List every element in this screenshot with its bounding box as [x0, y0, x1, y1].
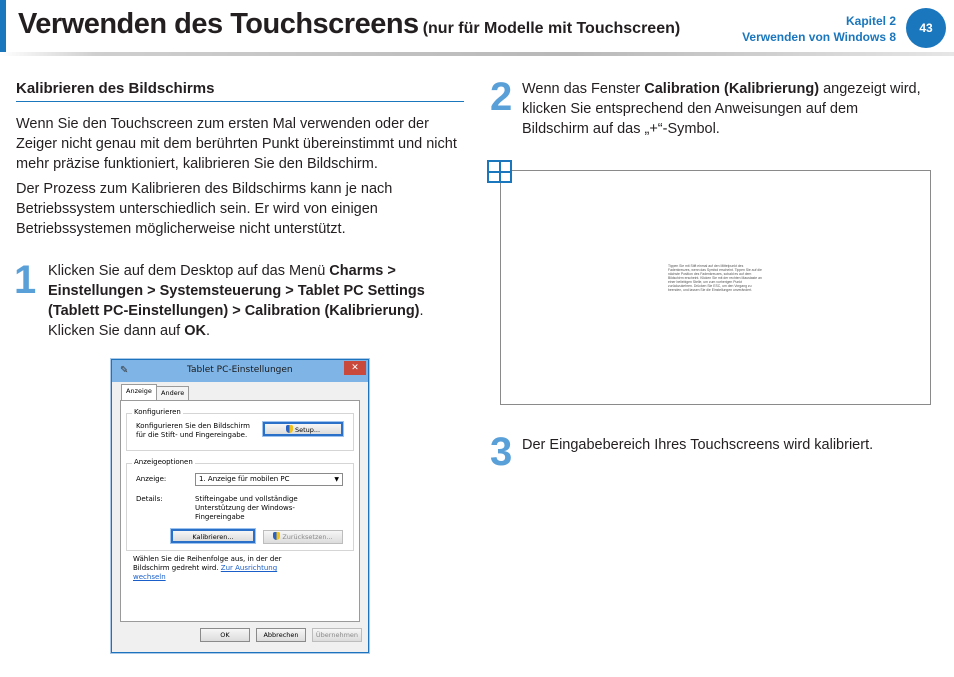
chapter-label: Kapitel 2 — [845, 14, 896, 28]
header-divider — [0, 52, 954, 56]
step-1-menu-path: Charms > Einstellungen > Systemsteuerung > Tablet PC Settings (Tablett PC-Einstellungen) > Calibration (Kalibrierung) — [48, 263, 425, 319]
ok-button[interactable]: OK — [200, 628, 250, 642]
apply-button[interactable]: Übernehmen — [312, 628, 362, 642]
orientation-link[interactable]: Zur Ausrichtung wechseln — [133, 564, 278, 581]
shield-icon — [273, 532, 280, 540]
orientation-text-body: Wählen Sie die Reihenfolge aus, in der der Bildschirm gedreht wird. — [133, 555, 282, 572]
section-heading: Kalibrieren des Bildschirms — [16, 80, 215, 97]
details-label: Details: — [136, 495, 163, 503]
step-2-text-a: Wenn das Fenster — [522, 81, 645, 97]
page-title — [18, 8, 680, 41]
page-number-badge: 43 — [906, 8, 946, 48]
step-3-text: Der Eingabebereich Ihres Touchscreens wird kalibriert. — [522, 437, 874, 453]
step-1-number: 1 — [14, 258, 37, 302]
section-divider — [16, 101, 464, 102]
orientation-text — [133, 555, 303, 582]
setup-button[interactable] — [263, 422, 343, 436]
pen-icon: ✎ — [120, 365, 129, 376]
shield-icon — [286, 425, 293, 433]
display-select[interactable] — [195, 473, 343, 486]
reset-button-label: Zurücksetzen... — [282, 533, 333, 541]
step-3-number: 3 — [490, 430, 513, 474]
configure-text: Konfigurieren Sie den Bildschirm für die Stift- und Fingereingabe. — [136, 422, 250, 439]
setup-button-label: Setup... — [294, 426, 321, 434]
tab-andere[interactable]: Andere — [156, 386, 189, 400]
crosshair-plus-icon[interactable] — [487, 160, 512, 183]
page-subtitle: (nur für Modelle mit Touchscreen) — [422, 20, 681, 37]
step-2-text — [522, 79, 926, 139]
step-2-number: 2 — [490, 75, 513, 119]
tablet-pc-settings-dialog — [111, 359, 369, 653]
intro-paragraph: Wenn Sie den Touchscreen zum ersten Mal verwenden oder der Zeiger nicht genau mit dem berührten Punkt übereinstimmt und nicht mehr präzise funktioniert, kalibrieren Sie den Bildschirm. — [16, 116, 457, 172]
step-1-ok: OK — [184, 323, 206, 339]
dialog-titlebar — [112, 360, 368, 382]
tab-anzeige[interactable]: Anzeige — [121, 384, 157, 400]
step-2-window-name: Calibration (Kalibrierung) — [644, 81, 820, 97]
display-options-group-label: Anzeigeoptionen — [134, 458, 193, 466]
step-1-text-e: . — [205, 323, 211, 339]
page-header — [0, 0, 954, 58]
step-1-text — [48, 261, 458, 341]
page-title-text: Verwenden des Touchscreens — [18, 8, 419, 40]
reset-button[interactable] — [263, 530, 343, 544]
step-1-text-c: . Klicken Sie dann auf — [48, 303, 424, 339]
calibrate-button[interactable]: Kalibrieren... — [171, 529, 255, 543]
step-2-text-c: angezeigt wird, klicken Sie entsprechend den Anweisungen auf dem Bildschirm auf das „+“-Symbol. — [522, 81, 921, 137]
os-note-paragraph: Der Prozess zum Kalibrieren des Bildschirms kann je nach Betriebssystem unterschiedlich sein. Er wird von einigen Betriebssystemen möglicherweise nicht unterstützt. — [16, 181, 393, 237]
cancel-button[interactable]: Abbrechen — [256, 628, 306, 642]
details-value: Stifteingabe und vollständige Unterstützung der Windows-Fingereingabe — [195, 495, 298, 521]
configure-group-label: Konfigurieren — [134, 408, 181, 416]
dialog-close-button[interactable]: ✕ — [344, 361, 366, 375]
chapter-info — [742, 13, 896, 45]
display-select-value: 1. Anzeige für mobilen PC — [199, 475, 290, 483]
display-label: Anzeige: — [136, 475, 167, 483]
chevron-down-icon: ▼ — [334, 476, 339, 483]
dialog-tab-panel — [120, 400, 360, 622]
dialog-title: Tablet PC-Einstellungen — [187, 365, 293, 375]
chapter-title: Verwenden von Windows 8 — [742, 30, 896, 44]
step-1-text-a: Klicken Sie auf dem Desktop auf das Menü — [48, 263, 330, 279]
calibration-instructions: Tippen Sie mit Stift einmal auf den Mittelpunkt des Fadenkreuzes, wenn das Symbol erscheint. Tippen Sie auf die nächste Position des Fadenkreuzes, sobald es auf dem Bildschirm erscheint. Klicken Sie mit der rechten Maustaste an einer beliebigen Stelle, um zum vorherigen Punkt zurückzukehren. Drücken Sie ESC, um den Vorgang zu beenden, und lassen Sie die Einstellungen unverändert. — [668, 264, 762, 292]
header-accent-bar — [0, 0, 6, 52]
